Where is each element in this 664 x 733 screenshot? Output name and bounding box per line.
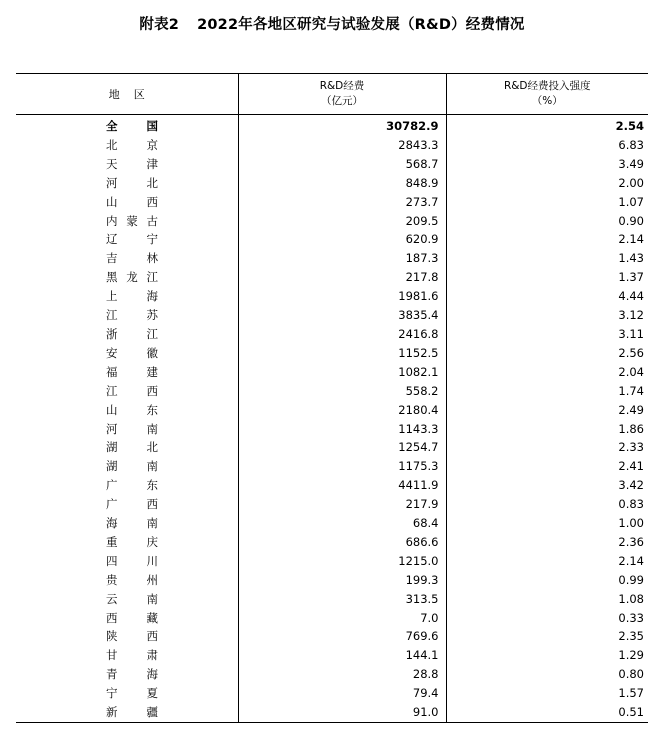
table-row [16, 533, 648, 552]
table-row [16, 609, 648, 628]
region-cell [16, 457, 238, 476]
table-row [16, 136, 648, 155]
rd-intensity-cell: 2.14 [618, 553, 644, 568]
table-row [16, 571, 648, 590]
rd-intensity-cell: 0.99 [618, 572, 644, 587]
rd-intensity-header-unit: （%） [531, 95, 563, 107]
rd-intensity-cell: 3.42 [618, 478, 644, 493]
table-row [16, 420, 648, 439]
header-row [16, 74, 648, 115]
region-cell [16, 230, 238, 249]
region-name: 云南 [106, 591, 158, 606]
rd-expenditure-cell: 7.0 [238, 609, 446, 628]
rd-intensity-cell: 0.90 [618, 213, 644, 228]
rd-expenditure-cell: 3835.4 [238, 306, 446, 325]
rd-expenditure-cell: 217.8 [238, 268, 446, 287]
region-cell [16, 115, 238, 136]
table-row [16, 344, 648, 363]
region-name: 河南 [106, 421, 158, 436]
rd-intensity-cell: 1.74 [618, 383, 644, 398]
rd-intensity-cell: 0.83 [618, 497, 644, 512]
region-cell [16, 155, 238, 174]
rd-intensity-cell: 1.43 [618, 251, 644, 266]
table-row [16, 590, 648, 609]
rd-expenditure-cell: 620.9 [238, 230, 446, 249]
rd-intensity-cell: 2.33 [618, 440, 644, 455]
rd-expenditure-cell: 2416.8 [238, 325, 446, 344]
table-row-total [16, 115, 648, 136]
rd-expenditure-cell: 187.3 [238, 249, 446, 268]
rd-expenditure-cell: 1082.1 [238, 363, 446, 382]
region-cell [16, 363, 238, 382]
region-name: 甘肃 [106, 648, 158, 663]
rd-expenditure-cell: 273.7 [238, 193, 446, 212]
table-row [16, 382, 648, 401]
region-cell [16, 193, 238, 212]
region-cell [16, 401, 238, 420]
region-cell [16, 703, 238, 722]
rd-expenditure-cell: 1152.5 [238, 344, 446, 363]
table-row [16, 646, 648, 665]
region-cell [16, 590, 238, 609]
table-number: 附表2 [139, 17, 180, 33]
region-name: 宁夏 [106, 686, 158, 701]
rd-intensity-cell: 1.00 [618, 516, 644, 531]
table-row [16, 287, 648, 306]
region-cell [16, 495, 238, 514]
region-cell [16, 533, 238, 552]
region-cell [16, 249, 238, 268]
region-name: 新疆 [106, 705, 158, 720]
rd-intensity-cell: 2.00 [618, 175, 644, 190]
rd-expenditure-cell: 68.4 [238, 514, 446, 533]
rd-expenditure-cell: 558.2 [238, 382, 446, 401]
region-name: 西藏 [106, 610, 158, 625]
region-name: 黑龙江 [106, 270, 158, 285]
table-row [16, 552, 648, 571]
region-cell [16, 665, 238, 684]
region-name: 湖北 [106, 440, 158, 455]
page-title [0, 13, 664, 34]
rd-expenditure-header-unit: （亿元） [321, 95, 363, 107]
region-name: 贵州 [106, 572, 158, 587]
region-name: 陕西 [106, 629, 158, 644]
rd-expenditure-cell: 91.0 [238, 703, 446, 722]
table-row [16, 514, 648, 533]
rd-intensity-cell: 3.12 [618, 308, 644, 323]
rd-intensity-cell: 2.35 [618, 629, 644, 644]
region-cell [16, 438, 238, 457]
region-name: 辽宁 [106, 232, 158, 247]
table-row [16, 306, 648, 325]
region-name: 湖南 [106, 459, 158, 474]
region-cell [16, 571, 238, 590]
region-name: 青海 [106, 667, 158, 682]
rd-expenditure-cell: 1143.3 [238, 420, 446, 439]
region-name: 山东 [106, 402, 158, 417]
region-name: 内蒙古 [106, 213, 158, 228]
table-row [16, 438, 648, 457]
region-cell [16, 552, 238, 571]
region-cell [16, 325, 238, 344]
rd-intensity-cell: 6.83 [618, 137, 644, 152]
rd-expenditure-cell: 686.6 [238, 533, 446, 552]
region-column-header: 地区 [16, 74, 238, 115]
rd-expenditure-cell: 1981.6 [238, 287, 446, 306]
rd-expenditure-cell: 1175.3 [238, 457, 446, 476]
table-row [16, 457, 648, 476]
rd-intensity-cell: 1.29 [618, 648, 644, 663]
region-name: 山西 [106, 194, 158, 209]
rd-intensity-cell: 2.56 [618, 345, 644, 360]
rd-expenditure-cell: 209.5 [238, 212, 446, 231]
rd-expenditure-cell: 2180.4 [238, 401, 446, 420]
region-name: 重庆 [106, 534, 158, 549]
rd-intensity-cell: 1.07 [618, 194, 644, 209]
region-cell [16, 420, 238, 439]
region-name: 广东 [106, 478, 158, 493]
rd-expenditure-cell: 1254.7 [238, 438, 446, 457]
table-row [16, 363, 648, 382]
rd-expenditure-table [16, 73, 648, 723]
rd-expenditure-column-header [238, 74, 446, 115]
region-name: 海南 [106, 516, 158, 531]
region-name: 福建 [106, 364, 158, 379]
rd-intensity-cell: 2.14 [618, 232, 644, 247]
region-name: 浙江 [106, 326, 158, 341]
table-row [16, 249, 648, 268]
table-row [16, 268, 648, 287]
rd-intensity-cell: 0.33 [618, 610, 644, 625]
rd-expenditure-cell: 199.3 [238, 571, 446, 590]
table-row [16, 495, 648, 514]
rd-expenditure-cell: 848.9 [238, 174, 446, 193]
region-cell [16, 344, 238, 363]
region-name: 上海 [106, 289, 158, 304]
table-title: 2022年各地区研究与试验发展（R&D）经费情况 [197, 17, 525, 33]
rd-expenditure-cell: 144.1 [238, 646, 446, 665]
rd-intensity-cell: 4.44 [618, 289, 644, 304]
table-row [16, 174, 648, 193]
rd-intensity-cell: 1.86 [618, 421, 644, 436]
region-cell [16, 476, 238, 495]
region-name: 吉林 [106, 251, 158, 266]
region-cell [16, 609, 238, 628]
region-name: 江西 [106, 383, 158, 398]
region-cell [16, 174, 238, 193]
table-row [16, 193, 648, 212]
rd-intensity-header-label: R&D经费投入强度 [503, 80, 591, 92]
rd-expenditure-cell: 79.4 [238, 684, 446, 703]
rd-intensity-cell: 2.36 [618, 534, 644, 549]
region-name: 广西 [106, 497, 158, 512]
rd-expenditure-cell: 28.8 [238, 665, 446, 684]
table-row [16, 401, 648, 420]
region-cell [16, 627, 238, 646]
rd-intensity-cell: 2.49 [618, 402, 644, 417]
rd-expenditure-cell: 2843.3 [238, 136, 446, 155]
table-row [16, 703, 648, 722]
rd-intensity-cell: 0.51 [446, 703, 648, 722]
region-cell [16, 646, 238, 665]
rd-intensity-cell: 2.04 [618, 364, 644, 379]
rd-expenditure-header-label: R&D经费 [319, 80, 365, 92]
rd-expenditure-cell: 217.9 [238, 495, 446, 514]
table-body [16, 115, 648, 723]
table-row [16, 325, 648, 344]
table-row [16, 627, 648, 646]
region-cell [16, 684, 238, 703]
table-row [16, 684, 648, 703]
rd-intensity-cell: 1.08 [618, 591, 644, 606]
table-row [16, 665, 648, 684]
region-name: 全国 [106, 119, 158, 133]
region-name: 北京 [106, 137, 158, 152]
region-cell [16, 382, 238, 401]
region-name: 江苏 [106, 308, 158, 323]
region-cell [16, 287, 238, 306]
region-name: 安徽 [106, 345, 158, 360]
rd-intensity-cell: 3.11 [618, 326, 644, 341]
rd-intensity-column-header [446, 74, 648, 115]
region-name: 天津 [106, 156, 158, 171]
rd-expenditure-cell: 568.7 [238, 155, 446, 174]
region-cell [16, 514, 238, 533]
region-cell [16, 212, 238, 231]
rd-expenditure-cell: 30782.9 [238, 115, 446, 136]
rd-expenditure-cell: 769.6 [238, 627, 446, 646]
rd-intensity-cell: 1.57 [618, 686, 644, 701]
table-row [16, 230, 648, 249]
table-row [16, 476, 648, 495]
rd-intensity-cell: 2.41 [618, 459, 644, 474]
rd-intensity-cell: 0.80 [618, 667, 644, 682]
rd-expenditure-cell: 1215.0 [238, 552, 446, 571]
rd-expenditure-cell: 4411.9 [238, 476, 446, 495]
table-row [16, 155, 648, 174]
table-header [16, 74, 648, 115]
region-cell [16, 306, 238, 325]
rd-intensity-cell: 1.37 [618, 270, 644, 285]
region-name: 河北 [106, 175, 158, 190]
rd-intensity-cell: 2.54 [615, 119, 644, 133]
rd-intensity-cell: 3.49 [618, 156, 644, 171]
table-row [16, 212, 648, 231]
region-name: 四川 [106, 553, 158, 568]
rd-expenditure-cell: 313.5 [238, 590, 446, 609]
region-cell [16, 136, 238, 155]
region-cell [16, 268, 238, 287]
